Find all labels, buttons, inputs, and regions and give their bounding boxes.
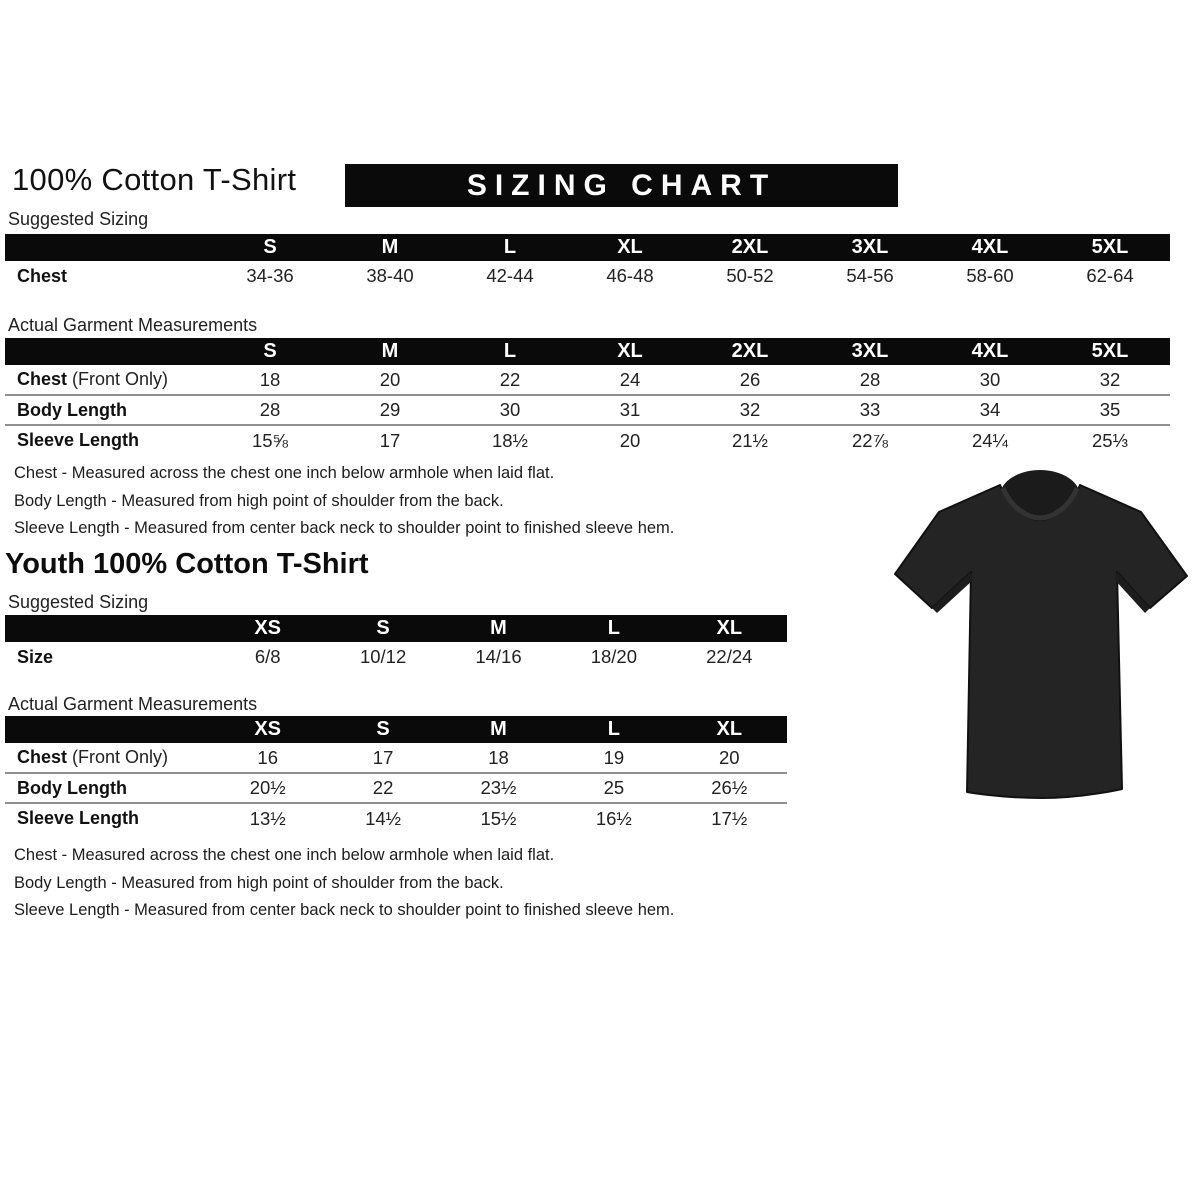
measurement-value: 23½ — [441, 773, 556, 803]
size-column-header: S — [325, 615, 440, 642]
row-label: Chest (Front Only) — [17, 369, 169, 389]
row-label: Chest (Front Only) — [17, 747, 169, 767]
adult-suggested-sizing-label: Suggested Sizing — [8, 209, 149, 229]
measurement-value: 22 — [325, 773, 440, 803]
row-label: Sleeve Length — [5, 803, 210, 833]
size-column-header: 4XL — [930, 338, 1050, 365]
measurement-note: Body Length - Measured from high point of shoulder from the back. — [14, 491, 504, 510]
measurement-value: 32 — [690, 395, 810, 425]
size-column-header: S — [325, 716, 440, 743]
measurement-value: 28 — [859, 368, 881, 390]
measurement-value: 15½ — [441, 803, 556, 833]
measurement-value: 32 — [1099, 368, 1121, 390]
size-column-header: L — [556, 716, 671, 743]
adult-actual-measurements-label: Actual Garment Measurements — [8, 315, 258, 335]
header-spacer — [5, 338, 210, 365]
measurement-row — [5, 773, 787, 803]
measurement-value: 18½ — [450, 425, 570, 455]
measurement-value: 22/24 — [706, 646, 753, 667]
measurement-value: 13½ — [210, 803, 325, 833]
measurement-value: 62-64 — [1086, 265, 1134, 286]
measurement-value: 38-40 — [366, 265, 414, 286]
tshirt-illustration — [890, 464, 1190, 816]
youth-measurement-notes — [14, 842, 674, 925]
measurement-row — [5, 642, 787, 672]
size-column-header: 4XL — [930, 234, 1050, 261]
measurement-row — [5, 395, 1170, 425]
tshirt-product-image — [890, 464, 1190, 816]
measurement-value: 46-48 — [606, 265, 654, 286]
measurement-value: 17½ — [672, 803, 787, 833]
size-column-header: S — [210, 338, 330, 365]
measurement-value: 24¼ — [930, 425, 1050, 455]
measurement-value: 22⅞ — [810, 425, 930, 455]
header-spacer — [5, 716, 210, 743]
size-column-header: 2XL — [690, 338, 810, 365]
measurement-value: 42-44 — [486, 265, 534, 286]
measurement-value: 24 — [619, 368, 641, 390]
size-column-header: XL — [570, 234, 690, 261]
measurement-value: 34-36 — [246, 265, 294, 286]
measurement-value: 21½ — [690, 425, 810, 455]
measurement-value: 20½ — [210, 773, 325, 803]
measurement-value: 34 — [930, 395, 1050, 425]
measurement-value: 30 — [979, 368, 1001, 390]
measurement-value: 20 — [570, 425, 690, 455]
adult-suggested-sizing-table — [5, 234, 1170, 291]
measurement-value: 18/20 — [590, 646, 638, 667]
measurement-row — [5, 261, 1170, 291]
measurement-value: 50-52 — [726, 265, 774, 286]
size-column-header: M — [330, 234, 450, 261]
measurement-value: 20 — [718, 746, 740, 768]
page-title: 100% Cotton T-Shirt — [12, 162, 297, 197]
measurement-value: 10/12 — [359, 646, 407, 667]
measurement-note: Sleeve Length - Measured from center back neck to shoulder point to finished sleeve hem. — [14, 519, 675, 537]
measurement-value: 28 — [210, 395, 330, 425]
measurement-value: 58-60 — [966, 265, 1014, 286]
youth-suggested-sizing-label: Suggested Sizing — [8, 592, 149, 612]
measurement-note: Sleeve Length - Measured from center back neck to shoulder point to finished sleeve hem. — [14, 901, 675, 919]
measurement-note: Chest - Measured across the chest one inch below armhole when laid flat. — [14, 464, 555, 482]
measurement-value: 19 — [603, 746, 625, 768]
size-column-header: XL — [570, 338, 690, 365]
row-label: Size — [17, 646, 54, 667]
size-column-header: XS — [210, 716, 325, 743]
measurement-value: 29 — [330, 395, 450, 425]
header-spacer — [5, 234, 210, 261]
row-label: Body Length — [5, 773, 210, 803]
size-column-header: S — [210, 234, 330, 261]
measurement-value: 35 — [1050, 395, 1170, 425]
measurement-value: 16½ — [556, 803, 671, 833]
size-column-header: XL — [672, 615, 787, 642]
size-column-header: 3XL — [810, 338, 930, 365]
measurement-row — [5, 425, 1170, 455]
youth-section-title: Youth 100% Cotton T-Shirt — [5, 548, 369, 580]
measurement-value: 17 — [372, 746, 394, 768]
header-spacer — [5, 615, 210, 642]
measurement-note: Chest - Measured across the chest one inch below armhole when laid flat. — [14, 846, 555, 864]
measurement-value: 30 — [450, 395, 570, 425]
measurement-value: 20 — [379, 368, 401, 390]
size-column-header: 5XL — [1050, 338, 1170, 365]
sizing-chart-banner: SIZING CHART — [345, 164, 898, 207]
size-column-header: XL — [672, 716, 787, 743]
measurement-value: 17 — [330, 425, 450, 455]
measurement-value: 16 — [257, 746, 278, 768]
adult-actual-measurements-table — [5, 338, 1170, 455]
measurement-note: Body Length - Measured from high point of shoulder from the back. — [14, 873, 504, 892]
measurement-value: 14/16 — [475, 646, 522, 667]
size-column-header: 5XL — [1050, 234, 1170, 261]
measurement-row — [5, 743, 787, 773]
size-column-header: 3XL — [810, 234, 930, 261]
size-header-row — [5, 234, 1170, 261]
measurement-value: 26½ — [672, 773, 787, 803]
measurement-row — [5, 803, 787, 833]
size-column-header: XS — [210, 615, 325, 642]
row-label: Body Length — [5, 395, 210, 425]
youth-actual-measurements-label: Actual Garment Measurements — [8, 694, 258, 714]
size-column-header: M — [441, 615, 556, 642]
measurement-value: 26 — [739, 368, 761, 390]
row-label: Chest — [17, 265, 68, 286]
size-column-header: L — [450, 338, 570, 365]
measurement-value: 22 — [499, 368, 521, 390]
measurement-value: 15⅝ — [210, 425, 330, 455]
measurement-value: 18 — [259, 368, 281, 390]
measurement-value: 31 — [570, 395, 690, 425]
measurement-value: 14½ — [325, 803, 440, 833]
size-column-header: M — [441, 716, 556, 743]
size-column-header: L — [450, 234, 570, 261]
size-column-header: M — [330, 338, 450, 365]
measurement-value: 25 — [556, 773, 671, 803]
measurement-value: 6/8 — [254, 646, 281, 667]
measurement-value: 18 — [488, 746, 509, 768]
measurement-value: 54-56 — [846, 265, 894, 286]
size-header-row — [5, 615, 787, 642]
size-header-row — [5, 338, 1170, 365]
row-label: Sleeve Length — [5, 425, 210, 455]
measurement-row — [5, 365, 1170, 395]
youth-suggested-sizing-table — [5, 615, 787, 672]
measurement-value: 25⅓ — [1050, 425, 1170, 455]
size-column-header: 2XL — [690, 234, 810, 261]
size-header-row — [5, 716, 787, 743]
measurement-value: 33 — [810, 395, 930, 425]
adult-measurement-notes — [14, 460, 674, 543]
youth-actual-measurements-table — [5, 716, 787, 833]
size-column-header: L — [556, 615, 671, 642]
